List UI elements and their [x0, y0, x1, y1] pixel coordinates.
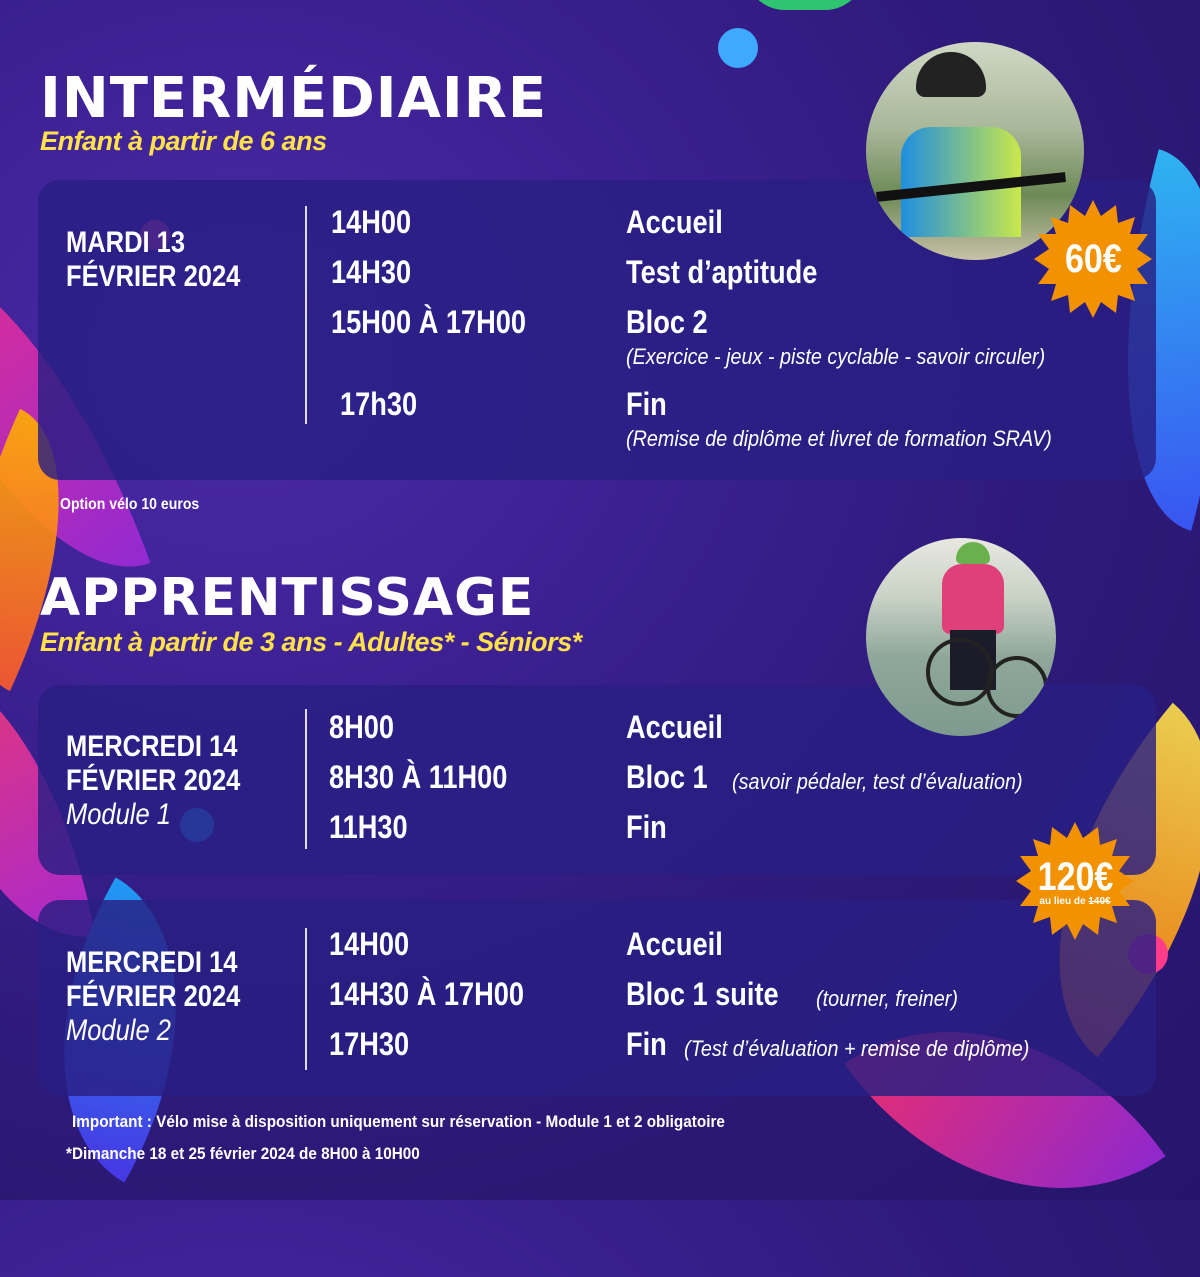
activity-note: (Test d’évaluation + remise de diplôme)	[684, 1036, 1030, 1061]
old-price-value: 140€	[1088, 896, 1111, 907]
bubble-decoration	[718, 28, 758, 68]
activity-label: Accueil	[626, 926, 723, 962]
schedule-panel-module2	[38, 900, 1156, 1096]
event-date	[66, 946, 240, 1048]
helmet-shape	[916, 52, 986, 97]
shirt-shape	[942, 564, 1004, 634]
section-subtitle-intermediaire: Enfant à partir de 6 ans	[40, 126, 327, 156]
date-line: MERCREDI 14	[66, 946, 238, 979]
helmet-shape	[956, 542, 990, 564]
activity-label: Test d’aptitude	[626, 254, 818, 290]
activity-label: Bloc 2	[626, 304, 708, 340]
activity-label: Bloc 1 suite	[626, 976, 779, 1012]
adult-cyclist-photo	[866, 538, 1056, 736]
price-badge-120	[1016, 822, 1134, 940]
date-line: FÉVRIER 2024	[66, 980, 241, 1013]
time-slot: 14H30 À 17H00	[329, 976, 525, 1012]
activity-label: Fin	[626, 386, 667, 422]
time-slot: 17H30	[329, 1026, 410, 1062]
activity-label: Accueil	[626, 709, 723, 745]
activity-note: (tourner, freiner)	[816, 986, 958, 1011]
old-price-prefix: au lieu de	[1039, 896, 1086, 907]
activity-label: Fin	[626, 809, 667, 845]
price-value: 60€	[1064, 236, 1122, 281]
option-note: Option vélo 10 euros	[60, 496, 200, 513]
module-label: Module 1	[66, 798, 171, 831]
time-slot: 14H00	[329, 926, 410, 962]
divider	[305, 709, 307, 849]
bubble-decoration	[745, 0, 865, 10]
divider	[305, 928, 307, 1070]
section-subtitle-apprentissage: Enfant à partir de 3 ans - Adultes* - Séniors*	[40, 627, 582, 657]
old-price	[1039, 896, 1110, 907]
time-slot: 8H30 À 11H00	[329, 759, 508, 795]
time-slot: 14H30	[331, 254, 412, 290]
date-line: MARDI 13	[66, 226, 186, 259]
time-slot: 8H00	[329, 709, 395, 745]
wheel-shape	[926, 638, 994, 706]
wheel-shape	[986, 656, 1048, 718]
time-slot: 11H30	[329, 809, 408, 845]
activity-label: Accueil	[626, 204, 723, 240]
time-slot: 15H00 À 17H00	[331, 304, 527, 340]
price-badge-60	[1034, 200, 1152, 318]
date-line: MERCREDI 14	[66, 730, 238, 763]
price-value: 120€	[1037, 855, 1113, 899]
activity-note: (savoir pédaler, test d’évaluation)	[732, 769, 1023, 794]
module-label: Module 2	[66, 1014, 171, 1047]
footer-important: Important : Vélo mise à disposition uniquement sur réservation - Module 1 et 2 obligatoire	[72, 1112, 725, 1131]
time-slot: 17h30	[340, 386, 418, 422]
activity-note: (Remise de diplôme et livret de formation SRAV)	[626, 426, 1052, 451]
footer-note: *Dimanche 18 et 25 février 2024 de 8H00 à 10H00	[66, 1144, 420, 1163]
date-line: FÉVRIER 2024	[66, 260, 241, 293]
section-title-apprentissage: APPRENTISSAGE	[40, 568, 535, 628]
event-date	[66, 226, 240, 294]
time-slot: 14H00	[331, 204, 412, 240]
section-title-intermediaire: INTERMÉDIAIRE	[40, 66, 548, 131]
date-line: FÉVRIER 2024	[66, 764, 241, 797]
divider	[305, 206, 307, 424]
activity-note: (Exercice - jeux - piste cyclable - savoir circuler)	[626, 344, 1046, 369]
activity-label: Bloc 1	[626, 759, 708, 795]
event-date	[66, 730, 240, 832]
activity-label: Fin	[626, 1026, 667, 1062]
